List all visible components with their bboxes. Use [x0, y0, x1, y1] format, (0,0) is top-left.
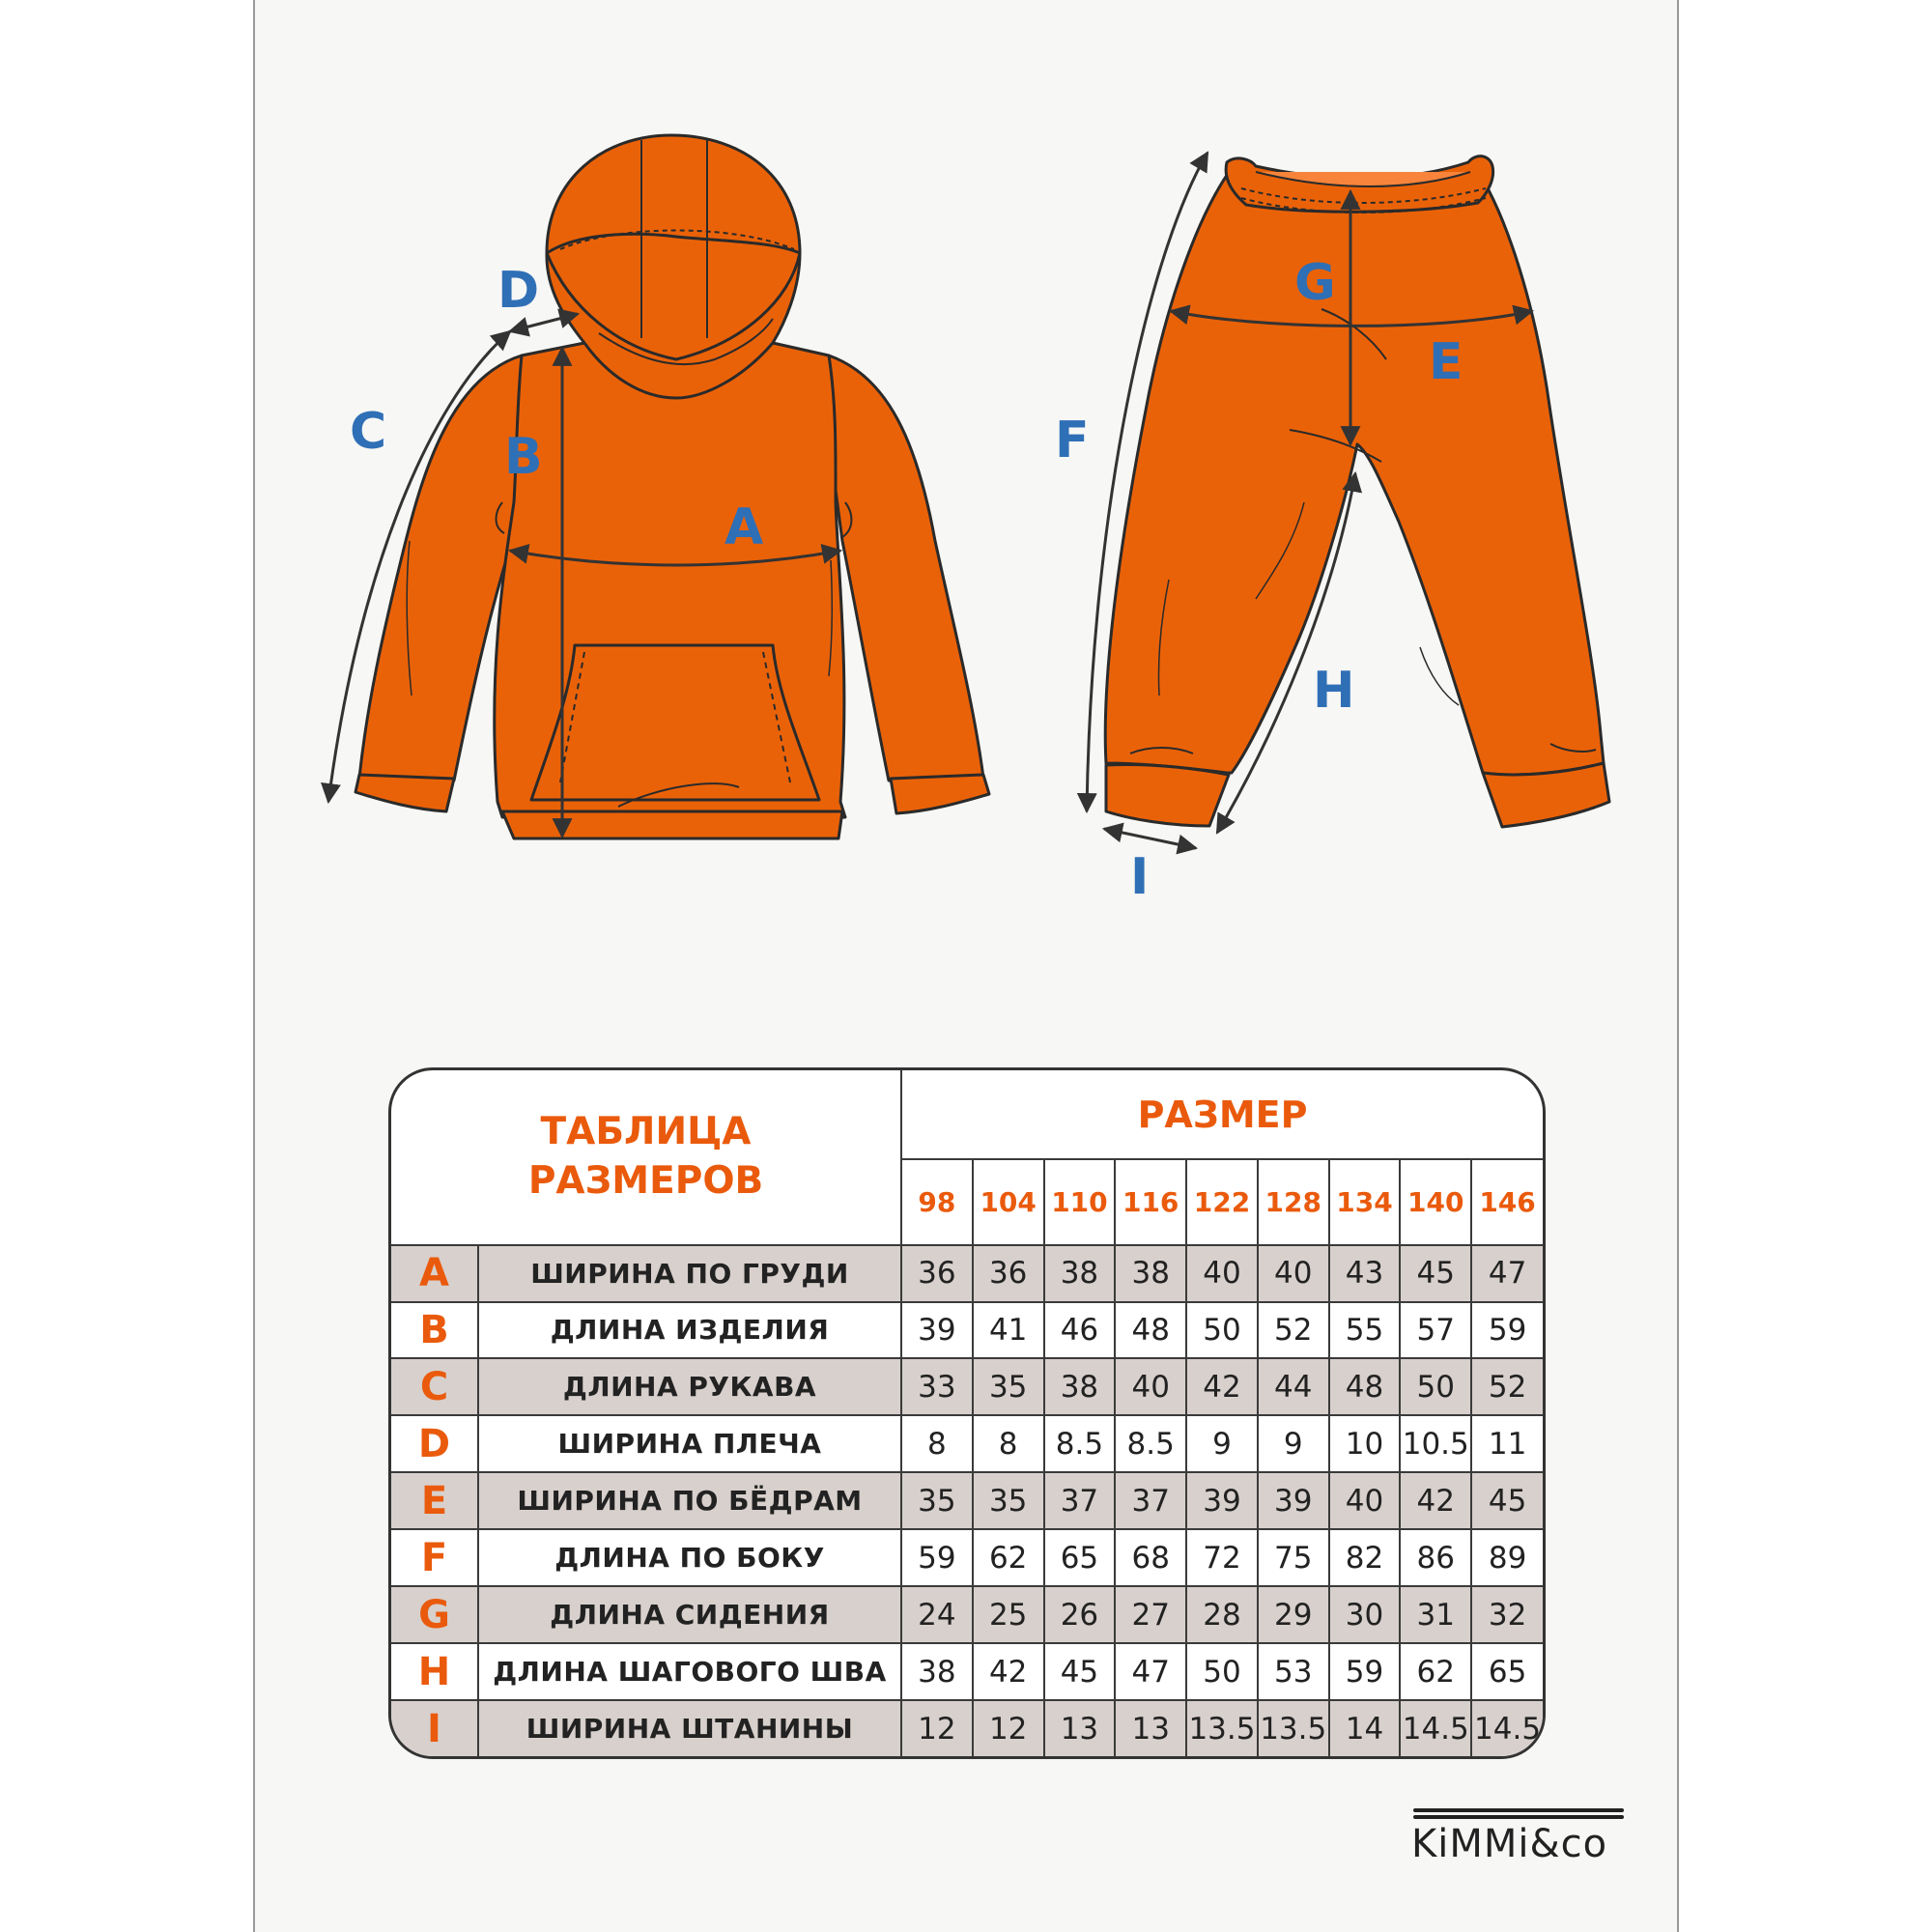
- size-110: 110: [1044, 1159, 1116, 1244]
- row-name: ШИРИНА ПО ГРУДИ: [478, 1245, 901, 1302]
- table-cell: 40: [1329, 1472, 1401, 1529]
- hoodie-left-cuff: [355, 775, 454, 811]
- table-cell: 13.5: [1186, 1700, 1258, 1756]
- size-140: 140: [1400, 1159, 1471, 1244]
- table-cell: 50: [1186, 1643, 1258, 1700]
- table-cell: 11: [1471, 1415, 1543, 1472]
- row-name: ДЛИНА СИДЕНИЯ: [478, 1586, 901, 1643]
- table-cell: 45: [1044, 1643, 1116, 1700]
- table-cell: 26: [1044, 1586, 1116, 1643]
- table-cell: 9: [1258, 1415, 1329, 1472]
- table-cell: 8: [901, 1415, 973, 1472]
- table-header-row: [391, 1070, 1543, 1159]
- table-cell: 8.5: [1044, 1415, 1116, 1472]
- table-cell: 38: [1115, 1245, 1186, 1302]
- table-cell: 25: [973, 1586, 1044, 1643]
- size-146: 146: [1471, 1159, 1543, 1244]
- table-cell: 12: [901, 1700, 973, 1756]
- row-letter: H: [391, 1643, 478, 1700]
- measure-label-d: D: [497, 262, 540, 320]
- table-cell: 24: [901, 1586, 973, 1643]
- size-table: [391, 1070, 1543, 1756]
- table-cell: 37: [1044, 1472, 1116, 1529]
- table-cell: 35: [901, 1472, 973, 1529]
- table-cell: 13: [1044, 1700, 1116, 1756]
- table-cell: 8: [973, 1415, 1044, 1472]
- table-cell: 52: [1471, 1358, 1543, 1415]
- size-104: 104: [973, 1159, 1044, 1244]
- measure-label-e: E: [1429, 333, 1463, 391]
- table-cell: 59: [901, 1529, 973, 1586]
- table-cell: 37: [1115, 1472, 1186, 1529]
- table-cell: 65: [1044, 1529, 1116, 1586]
- table-cell: 36: [901, 1245, 973, 1302]
- size-116: 116: [1115, 1159, 1186, 1244]
- table-cell: 59: [1471, 1302, 1543, 1359]
- table-cell: 50: [1186, 1302, 1258, 1359]
- table-cell: 46: [1044, 1302, 1116, 1359]
- table-cell: 50: [1400, 1358, 1471, 1415]
- table-cell: 43: [1329, 1245, 1401, 1302]
- table-row: [391, 1700, 1543, 1756]
- table-cell: 13: [1115, 1700, 1186, 1756]
- table-cell: 14: [1329, 1700, 1401, 1756]
- table-cell: 75: [1258, 1529, 1329, 1586]
- hoodie-waistband: [502, 811, 842, 838]
- row-letter: I: [391, 1700, 478, 1756]
- row-name: ДЛИНА ШАГОВОГО ШВА: [478, 1643, 901, 1700]
- table-cell: 28: [1186, 1586, 1258, 1643]
- table-cell: 42: [1400, 1472, 1471, 1529]
- table-cell: 30: [1329, 1586, 1401, 1643]
- measure-label-f: F: [1055, 412, 1090, 469]
- measure-label-a: A: [724, 498, 764, 556]
- size-98: 98: [901, 1159, 973, 1244]
- row-letter: A: [391, 1245, 478, 1302]
- size-header: РАЗМЕР: [901, 1070, 1543, 1159]
- table-cell: 42: [973, 1643, 1044, 1700]
- table-cell: 42: [1186, 1358, 1258, 1415]
- table-cell: 10.5: [1400, 1415, 1471, 1472]
- table-cell: 65: [1471, 1643, 1543, 1700]
- row-name: ШИРИНА ПЛЕЧА: [478, 1415, 901, 1472]
- table-row: [391, 1586, 1543, 1643]
- table-cell: 38: [1044, 1358, 1116, 1415]
- table-row: [391, 1472, 1543, 1529]
- row-name: ДЛИНА ИЗДЕЛИЯ: [478, 1302, 901, 1359]
- table-cell: 39: [1186, 1472, 1258, 1529]
- table-cell: 13.5: [1258, 1700, 1329, 1756]
- brand-logo: [1411, 1808, 1626, 1866]
- table-cell: 48: [1115, 1302, 1186, 1359]
- table-cell: 86: [1400, 1529, 1471, 1586]
- row-name: ШИРИНА ПО БЁДРАМ: [478, 1472, 901, 1529]
- table-row: [391, 1415, 1543, 1472]
- table-cell: 89: [1471, 1529, 1543, 1586]
- table-cell: 14.5: [1400, 1700, 1471, 1756]
- pants-left-cuff: [1106, 765, 1229, 826]
- table-cell: 62: [973, 1529, 1044, 1586]
- table-cell: 53: [1258, 1643, 1329, 1700]
- row-letter: D: [391, 1415, 478, 1472]
- size-122: 122: [1186, 1159, 1258, 1244]
- table-cell: 45: [1400, 1245, 1471, 1302]
- table-cell: 36: [973, 1245, 1044, 1302]
- table-cell: 39: [901, 1302, 973, 1359]
- table-cell: 52: [1258, 1302, 1329, 1359]
- table-cell: 38: [901, 1643, 973, 1700]
- table-row: [391, 1643, 1543, 1700]
- table-cell: 31: [1400, 1586, 1471, 1643]
- table-cell: 72: [1186, 1529, 1258, 1586]
- measure-label-b: B: [504, 428, 543, 486]
- table-title: ТАБЛИЦА РАЗМЕРОВ: [391, 1070, 901, 1245]
- row-name: ШИРИНА ШТАНИНЫ: [478, 1700, 901, 1756]
- table-cell: 29: [1258, 1586, 1329, 1643]
- table-cell: 68: [1115, 1529, 1186, 1586]
- table-cell: 62: [1400, 1643, 1471, 1700]
- table-cell: 55: [1329, 1302, 1401, 1359]
- table-cell: 33: [901, 1358, 973, 1415]
- pants-drawing: [1105, 156, 1609, 827]
- table-cell: 82: [1329, 1529, 1401, 1586]
- size-134: 134: [1329, 1159, 1401, 1244]
- table-cell: 44: [1258, 1358, 1329, 1415]
- size-128: 128: [1258, 1159, 1329, 1244]
- row-letter: G: [391, 1586, 478, 1643]
- table-row: [391, 1302, 1543, 1359]
- table-cell: 39: [1258, 1472, 1329, 1529]
- table-cell: 35: [973, 1358, 1044, 1415]
- row-name: ДЛИНА РУКАВА: [478, 1358, 901, 1415]
- table-cell: 45: [1471, 1472, 1543, 1529]
- table-cell: 47: [1471, 1245, 1543, 1302]
- table-cell: 9: [1186, 1415, 1258, 1472]
- row-letter: B: [391, 1302, 478, 1359]
- measure-label-h: H: [1313, 662, 1355, 720]
- table-cell: 12: [973, 1700, 1044, 1756]
- row-letter: C: [391, 1358, 478, 1415]
- table-cell: 8.5: [1115, 1415, 1186, 1472]
- measure-label-g: G: [1294, 254, 1336, 312]
- row-letter: E: [391, 1472, 478, 1529]
- measure-label-c: C: [350, 403, 387, 461]
- table-cell: 38: [1044, 1245, 1116, 1302]
- hoodie-right-sleeve: [829, 355, 983, 792]
- table-row: [391, 1358, 1543, 1415]
- row-letter: F: [391, 1529, 478, 1586]
- brand-name: KiMMi&co: [1411, 1822, 1608, 1866]
- table-cell: 47: [1115, 1643, 1186, 1700]
- size-table-container: [388, 1067, 1546, 1759]
- table-cell: 14.5: [1471, 1700, 1543, 1756]
- table-cell: 35: [973, 1472, 1044, 1529]
- table-cell: 59: [1329, 1643, 1401, 1700]
- table-cell: 40: [1186, 1245, 1258, 1302]
- table-cell: 40: [1115, 1358, 1186, 1415]
- table-cell: 27: [1115, 1586, 1186, 1643]
- table-cell: 41: [973, 1302, 1044, 1359]
- row-name: ДЛИНА ПО БОКУ: [478, 1529, 901, 1586]
- table-cell: 40: [1258, 1245, 1329, 1302]
- table-cell: 32: [1471, 1586, 1543, 1643]
- table-cell: 57: [1400, 1302, 1471, 1359]
- measure-label-i: I: [1130, 848, 1150, 906]
- hoodie-right-cuff: [891, 775, 989, 813]
- hoodie-pocket: [531, 645, 819, 800]
- table-row: [391, 1245, 1543, 1302]
- table-row: [391, 1529, 1543, 1586]
- brand-logo-bars: [1413, 1808, 1624, 1822]
- table-cell: 48: [1329, 1358, 1401, 1415]
- hoodie-drawing: [355, 135, 989, 838]
- table-cell: 10: [1329, 1415, 1401, 1472]
